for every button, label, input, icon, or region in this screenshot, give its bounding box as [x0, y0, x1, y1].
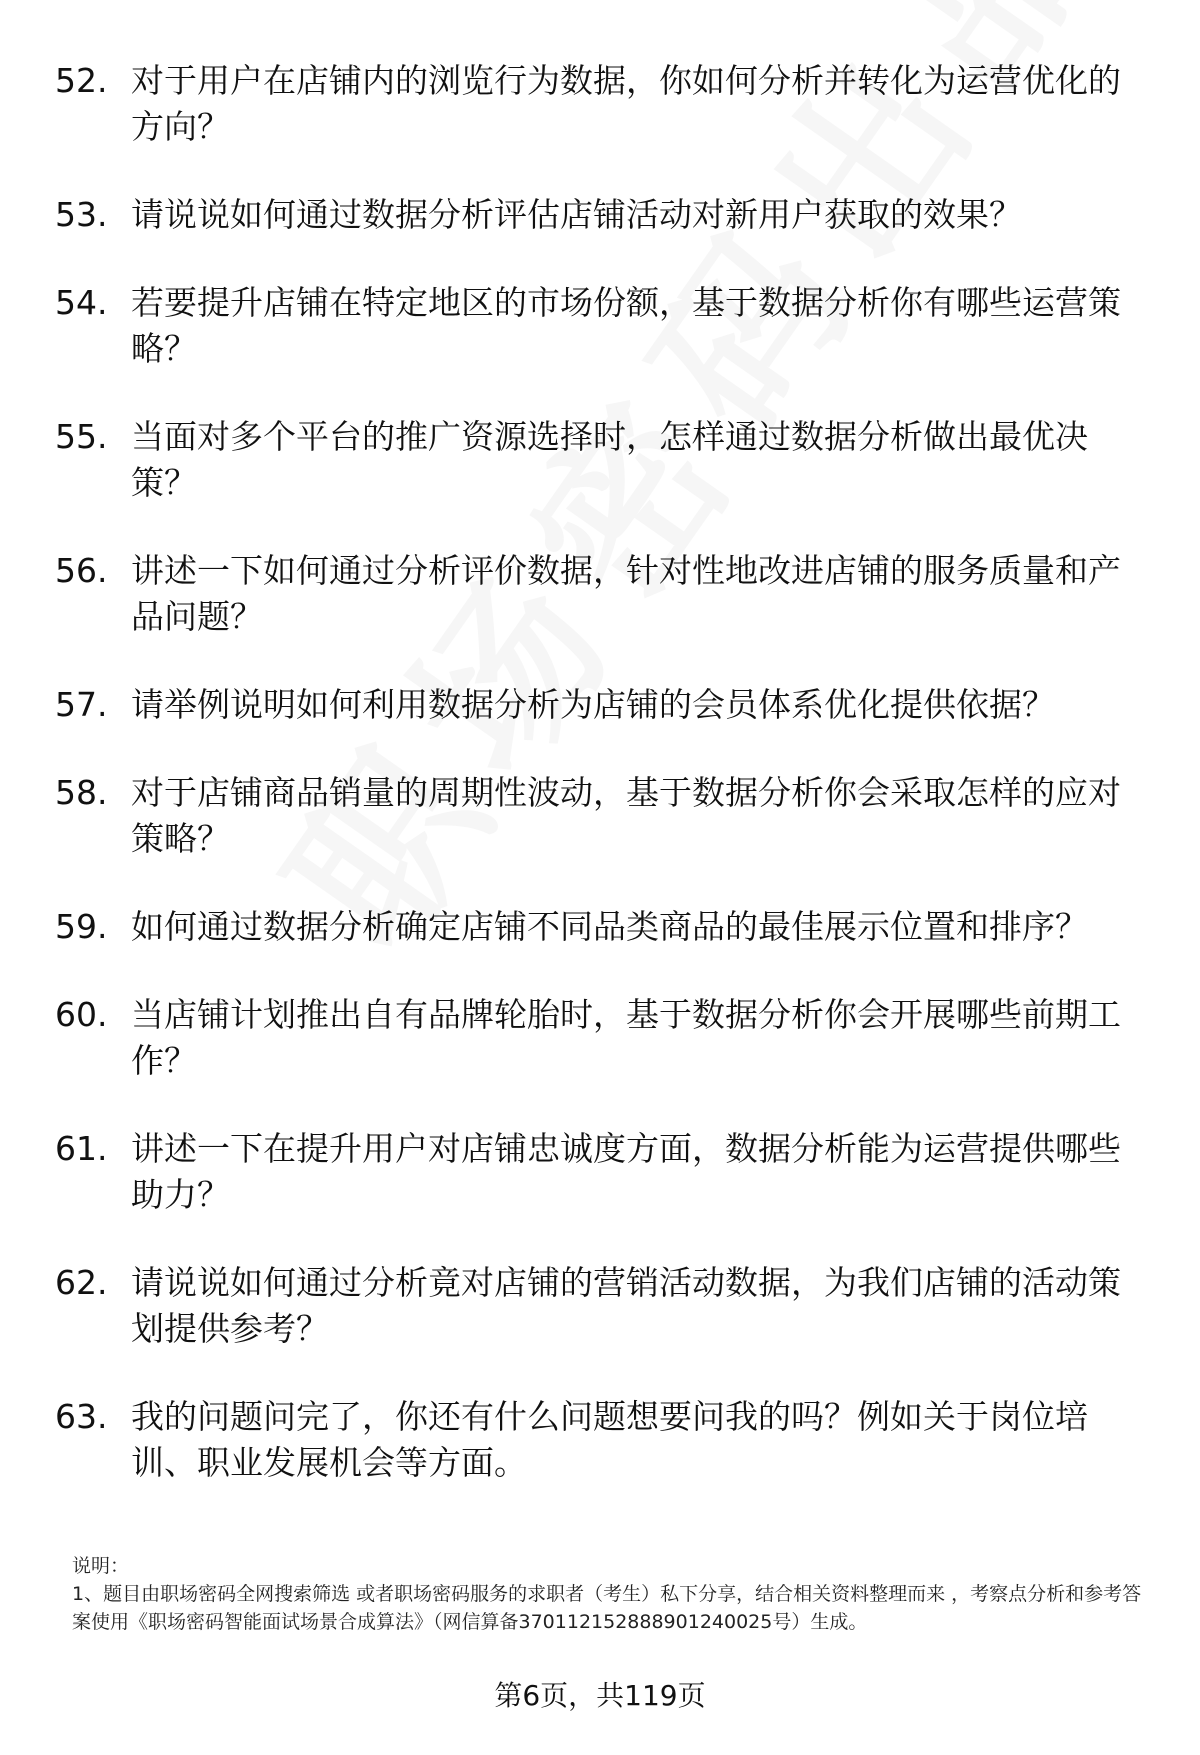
note-body: 1、题目由职场密码全网搜索筛选 或者职场密码服务的求职者（考生）私下分享，结合相关资料整理而来 ，考察点分析和参考答案使用《职场密码智能面试场景合成算法》（网信算备370112152888901240025号）生成。 — [72, 1583, 1142, 1633]
question-item — [55, 992, 1155, 1084]
question-text: 当店铺计划推出自有品牌轮胎时，基于数据分析你会开展哪些前期工作？ — [131, 995, 1121, 1080]
question-text: 讲述一下在提升用户对店铺忠诚度方面，数据分析能为运营提供哪些助力？ — [131, 1129, 1121, 1214]
question-number: 54. — [55, 283, 108, 322]
question-text: 请举例说明如何利用数据分析为店铺的会员体系优化提供依据？ — [131, 685, 1055, 724]
question-text: 请说说如何通过分析竟对店铺的营销活动数据，为我们店铺的活动策划提供参考？ — [131, 1263, 1121, 1348]
question-number: 53. — [55, 195, 108, 234]
question-number: 57. — [55, 685, 108, 724]
question-item — [55, 1126, 1155, 1218]
question-number: 61. — [55, 1129, 108, 1168]
question-text: 请说说如何通过数据分析评估店铺活动对新用户获取的效果？ — [131, 195, 1022, 234]
question-text: 对于用户在店铺内的浏览行为数据，你如何分析并转化为运营优化的方向？ — [131, 61, 1121, 146]
question-list — [55, 58, 1155, 1528]
question-item — [55, 682, 1155, 728]
page-number: 第6页，共119页 — [494, 1679, 706, 1712]
question-text: 若要提升店铺在特定地区的市场份额，基于数据分析你有哪些运营策略？ — [131, 283, 1121, 368]
question-item — [55, 280, 1155, 372]
question-number: 60. — [55, 995, 108, 1034]
question-text: 当面对多个平台的推广资源选择时，怎样通过数据分析做出最优决策？ — [131, 417, 1088, 502]
question-number: 59. — [55, 907, 108, 946]
explanation-note — [72, 1552, 1152, 1636]
question-number: 52. — [55, 61, 108, 100]
question-item — [55, 192, 1155, 238]
question-number: 63. — [55, 1397, 108, 1436]
question-text: 如何通过数据分析确定店铺不同品类商品的最佳展示位置和排序？ — [131, 907, 1088, 946]
question-number: 56. — [55, 551, 108, 590]
question-item — [55, 414, 1155, 506]
question-item — [55, 1260, 1155, 1352]
question-item — [55, 58, 1155, 150]
question-item — [55, 904, 1155, 950]
question-text: 对于店铺商品销量的周期性波动，基于数据分析你会采取怎样的应对策略？ — [131, 773, 1121, 858]
question-text: 我的问题问完了，你还有什么问题想要问我的吗？例如关于岗位培训、职业发展机会等方面。 — [131, 1397, 1088, 1482]
note-label: 说明： — [72, 1555, 130, 1577]
question-item — [55, 770, 1155, 862]
question-number: 55. — [55, 417, 108, 456]
question-text: 讲述一下如何通过分析评价数据，针对性地改进店铺的服务质量和产品问题？ — [131, 551, 1121, 636]
question-item — [55, 1394, 1155, 1486]
question-number: 58. — [55, 773, 108, 812]
question-item — [55, 548, 1155, 640]
question-number: 62. — [55, 1263, 108, 1302]
